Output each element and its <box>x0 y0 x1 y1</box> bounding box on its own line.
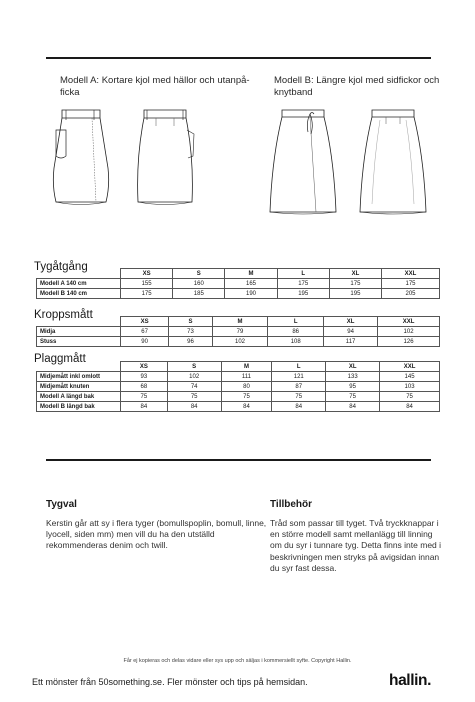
table-cell: 80 <box>221 382 272 392</box>
table-cell: 75 <box>272 392 326 402</box>
table-cell: 84 <box>221 402 272 412</box>
row-label: Modell B längd bak <box>37 402 121 412</box>
middle-divider <box>46 459 431 461</box>
row-label: Modell A längd bak <box>37 392 121 402</box>
size-header: XS <box>121 362 168 372</box>
table-cell: 108 <box>268 337 324 347</box>
table-cell: 75 <box>221 392 272 402</box>
row-label: Midja <box>37 327 121 337</box>
size-header: L <box>268 317 324 327</box>
tillbehor-title: Tillbehör <box>270 499 313 510</box>
size-header: XL <box>324 317 378 327</box>
model-a-back-illustration <box>132 108 198 208</box>
table-cell: 75 <box>167 392 221 402</box>
copyright-notice: Får ej kopieras och delas vidare eller sys upp och säljas i kommersiellt syfte. Copyright Hallin. <box>123 658 352 664</box>
table-cell: 205 <box>382 289 440 299</box>
table-row <box>37 289 440 299</box>
table-row <box>37 279 440 289</box>
kroppsmatt-title: Kroppsmått <box>34 309 93 321</box>
table-cell: 84 <box>326 402 380 412</box>
table-cell: 175 <box>382 279 440 289</box>
size-header: S <box>167 362 221 372</box>
table-cell: 73 <box>169 327 212 337</box>
table-cell: 145 <box>380 372 440 382</box>
row-label: Midjemått inkl omlott <box>37 372 121 382</box>
table-cell: 111 <box>221 372 272 382</box>
table-cell: 190 <box>225 289 277 299</box>
table-cell: 67 <box>121 327 169 337</box>
table-cell: 117 <box>324 337 378 347</box>
size-header: M <box>212 317 268 327</box>
table-cell: 175 <box>277 279 329 289</box>
tygatgang-table <box>36 268 440 299</box>
table-cell: 165 <box>225 279 277 289</box>
model-b-front-illustration <box>266 108 340 218</box>
table-cell: 95 <box>326 382 380 392</box>
table-cell: 103 <box>380 382 440 392</box>
table-cell: 102 <box>212 337 268 347</box>
size-header: S <box>173 269 225 279</box>
plaggmatt-title: Plaggmått <box>34 353 86 365</box>
tygval-title: Tygval <box>46 499 77 510</box>
size-header: XS <box>121 269 173 279</box>
tillbehor-text: Tråd som passar till tyget. Två tryckknappar i en större modell samt mellanlägg till linning om du syr i tunnare tyg. Detta finns inte med i beskrivningen men stryks på avigsidan innan du syr fast dessa. <box>270 518 442 573</box>
footer-text: Ett mönster från 50something.se. Fler mönster och tips på hemsidan. <box>32 677 308 687</box>
table-cell: 195 <box>329 289 381 299</box>
table-cell: 87 <box>272 382 326 392</box>
table-cell: 74 <box>167 382 221 392</box>
table-row <box>37 382 440 392</box>
table-cell: 90 <box>121 337 169 347</box>
table-cell: 79 <box>212 327 268 337</box>
table-cell: 160 <box>173 279 225 289</box>
table-cell: 96 <box>169 337 212 347</box>
table-cell: 75 <box>326 392 380 402</box>
table-cell: 68 <box>121 382 168 392</box>
table-cell: 84 <box>272 402 326 412</box>
table-cell: 175 <box>121 289 173 299</box>
table-cell: 185 <box>173 289 225 299</box>
table-cell: 121 <box>272 372 326 382</box>
table-cell: 84 <box>380 402 440 412</box>
size-header: M <box>225 269 277 279</box>
plaggmatt-table <box>36 361 440 412</box>
size-header: XL <box>329 269 381 279</box>
table-cell: 86 <box>268 327 324 337</box>
table-cell: 175 <box>329 279 381 289</box>
model-a-front-illustration <box>48 108 114 208</box>
model-b-back-illustration <box>356 108 430 218</box>
table-row <box>37 337 440 347</box>
table-cell: 84 <box>121 402 168 412</box>
table-cell: 195 <box>277 289 329 299</box>
size-header: XXL <box>378 317 440 327</box>
row-label: Modell B 140 cm <box>37 289 121 299</box>
table-cell: 84 <box>167 402 221 412</box>
row-label: Stuss <box>37 337 121 347</box>
table-row <box>37 402 440 412</box>
hallin-logo: hallin. <box>389 672 431 689</box>
table-cell: 102 <box>378 327 440 337</box>
table-row <box>37 372 440 382</box>
table-cell: 93 <box>121 372 168 382</box>
table-row <box>37 327 440 337</box>
table-cell: 75 <box>121 392 168 402</box>
tygval-text: Kerstin går att sy i flera tyger (bomullspoplin, bomull, linne, lyocell, siden mm) men vill du ha den utställd rekommenderas denim och twill. <box>46 518 267 551</box>
size-header: L <box>277 269 329 279</box>
row-label: Modell A 140 cm <box>37 279 121 289</box>
model-a-caption: Modell A: Kortare kjol med hällor och utanpå-ficka <box>60 75 250 98</box>
table-cell: 126 <box>378 337 440 347</box>
size-header: L <box>272 362 326 372</box>
size-header: S <box>169 317 212 327</box>
table-row <box>37 392 440 402</box>
table-cell: 155 <box>121 279 173 289</box>
table-cell: 102 <box>167 372 221 382</box>
size-header: XXL <box>382 269 440 279</box>
size-header: XS <box>121 317 169 327</box>
row-label: Midjemått knuten <box>37 382 121 392</box>
table-cell: 133 <box>326 372 380 382</box>
model-b-caption: Modell B: Längre kjol med sidfickor och knytband <box>274 75 440 98</box>
size-header: XXL <box>380 362 440 372</box>
top-divider <box>46 57 431 59</box>
table-cell: 94 <box>324 327 378 337</box>
size-header: XL <box>326 362 380 372</box>
kroppsmatt-table <box>36 316 440 347</box>
tygatgang-title: Tygåtgång <box>34 261 88 273</box>
table-cell: 75 <box>380 392 440 402</box>
size-header: M <box>221 362 272 372</box>
